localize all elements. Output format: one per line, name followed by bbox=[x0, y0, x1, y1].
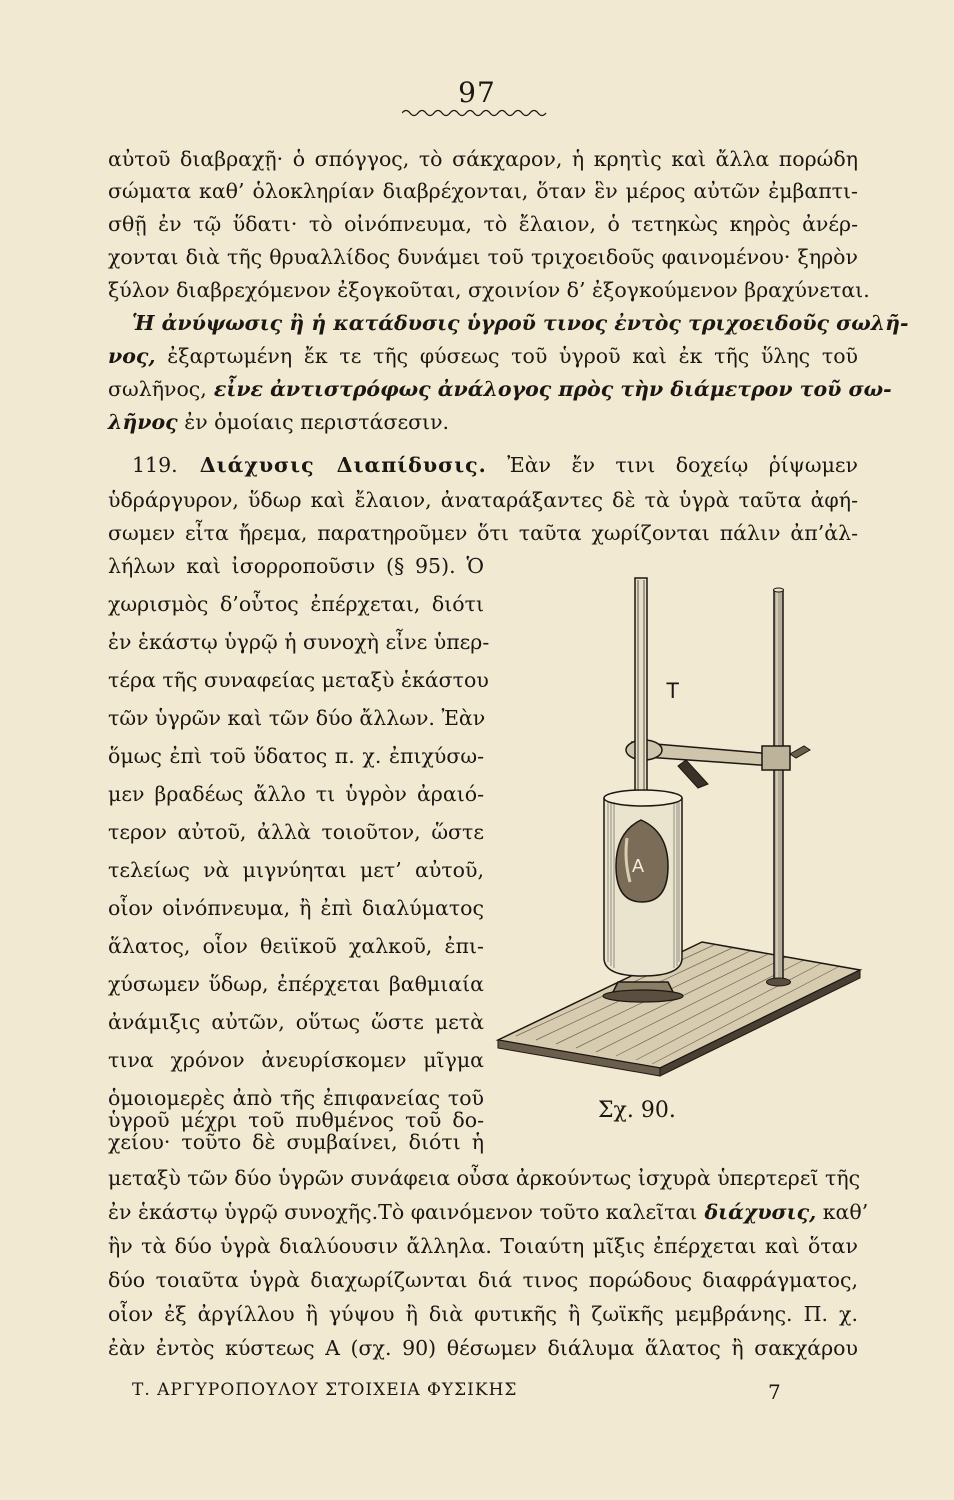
section-heading-line bbox=[108, 451, 858, 479]
text-line: τῶν ὑγρῶν καὶ τῶν δύο ἄλλων. Ἐὰν bbox=[108, 706, 486, 730]
wavy-rule-ornament bbox=[402, 108, 552, 118]
text-line: ξύλον διαβρεχόμενον ἐξογκοῦται, σχοινίον δ’ ἐξογκούμενον βραχύνεται. bbox=[108, 278, 870, 302]
text-fragment: ἐξαρτωμένη ἔκ τε τῆς φύσεως τοῦ ὑγροῦ καὶ ἐκ τῆς ὕλης τοῦ bbox=[155, 344, 858, 368]
text-line bbox=[108, 342, 858, 370]
stand-rod bbox=[767, 588, 791, 986]
text-line: αὐτοῦ διαβραχῇ· ὁ σπόγγος, τὸ σάκχαρον, ἡ κρητὶς καὶ ἄλλα πορώδη bbox=[108, 147, 858, 171]
text-line: ἀνάμιξις αὐτῶν, οὕτως ὥστε μετὰ bbox=[108, 1010, 484, 1034]
text-line: χονται διὰ τῆς θρυαλλίδος δυνάμει τοῦ τριχοειδοῦς φαινομένου· ξηρὸν bbox=[108, 245, 858, 269]
text-line: ἐν ἑκάστῳ ὑγρῷ ἡ συνοχὴ εἶνε ὑπερ- bbox=[108, 630, 490, 654]
bladder-label: A bbox=[632, 856, 645, 876]
text-line: τελείως νὰ μιγνύηται μετ’ αὐτοῦ, bbox=[108, 858, 484, 882]
text-line: δύο τοιαῦτα ὑγρὰ διαχωρίζωνται διά τινος πορώδους διαφράγματος, bbox=[108, 1268, 858, 1292]
bold-fragment: νος, bbox=[108, 344, 156, 368]
text-line bbox=[108, 375, 892, 403]
text-line: τερον αὐτοῦ, ἀλλὰ τοιοῦτον, ὥστε bbox=[108, 820, 484, 844]
text-fragment: Ἐὰν ἔν τινι δοχείῳ ῥίψωμεν bbox=[486, 453, 858, 477]
page-number: 97 bbox=[458, 76, 496, 109]
text-line: σωμεν εἶτα ἤρεμα, παρατηροῦμεν ὅτι ταῦτα χωρίζονται πάλιν ἀπ’ἀλ- bbox=[108, 521, 858, 545]
text-line: ὁμοιομερὲς ἀπὸ τῆς ἐπιφανείας τοῦ bbox=[108, 1086, 484, 1110]
text-fragment: ἐν ὁμοίαις περιστάσεσιν. bbox=[177, 410, 450, 434]
text-line: ἐὰν ἐντὸς κύστεως Α (σχ. 90) θέσωμεν διάλυμα ἅλατος ἢ σακχάρου bbox=[108, 1336, 858, 1360]
footer-author-title: Τ. ΑΡΓΥΡΟΠΟΥΛΟΥ ΣΤΟΙΧΕΙΑ ΦΥΣΙΚΗΣ bbox=[132, 1380, 518, 1400]
text-line: χείου· τοῦτο δὲ συμβαίνει, διότι ἡ bbox=[108, 1130, 484, 1154]
text-line: ὑγροῦ μέχρι τοῦ πυθμένος τοῦ δο- bbox=[108, 1108, 484, 1132]
text-fragment: σωλῆνος, bbox=[108, 377, 207, 401]
bold-fragment: λῆνος bbox=[108, 410, 178, 434]
text-line: χωρισμὸς δ’οὗτος ἐπέρχεται, διότι bbox=[108, 592, 484, 616]
text-line bbox=[108, 408, 858, 436]
text-fragment: ἐν ἑκάστῳ ὑγρῷ συνοχῆς.Τὸ φαινόμενον τοῦτο καλεῖται bbox=[108, 1200, 698, 1224]
text-line: μεν βραδέως ἄλλο τι ὑγρὸν ἀραιό- bbox=[108, 782, 484, 806]
text-line: σθῇ ἐν τῷ ὕδατι· τὸ οἰνόπνευμα, τὸ ἔλαιον, ὁ τετηκὼς κηρὸς ἀνέρ- bbox=[108, 212, 858, 236]
text-line-bold: Ἡ ἀνύψωσις ἢ ἡ κατάδυσις ὑγροῦ τινος ἐντὸς τριχοειδοῦς σωλῆ- bbox=[132, 311, 909, 335]
footer-signature-number: 7 bbox=[768, 1380, 782, 1404]
text-line: σώματα καθ’ ὁλοκληρίαν διαβρέχονται, ὅταν ἓν μέρος αὐτῶν ἐμβαπτι- bbox=[108, 179, 858, 203]
diffusion-apparatus-figure bbox=[492, 570, 872, 1080]
text-line: οἷον οἰνόπνευμα, ἢ ἐπὶ διαλύματος bbox=[108, 896, 484, 920]
bold-fragment: εἶνε ἀντιστρόφως ἀνάλογος πρὸς τὴν διάμετρον τοῦ σω- bbox=[206, 377, 892, 401]
text-fragment: καθ’ bbox=[816, 1200, 869, 1224]
text-line: λήλων καὶ ἰσορροποῦσιν (§ 95). Ὁ bbox=[108, 554, 484, 578]
text-line: οἷον ἐξ ἀργίλλου ἢ γύψου ἢ διὰ φυτικῆς ἢ ζωϊκῆς μεμβράνης. Π. χ. bbox=[108, 1302, 858, 1326]
text-line: τέρα τῆς συναφείας μεταξὺ ἑκάστου bbox=[108, 668, 489, 692]
figure-caption: Σχ. 90. bbox=[598, 1098, 676, 1123]
section-number: 119. bbox=[132, 453, 178, 477]
text-line: ὅμως ἐπὶ τοῦ ὕδατος π. χ. ἐπιχύσω- bbox=[108, 744, 484, 768]
text-line bbox=[108, 1198, 869, 1226]
text-line: ἅλατος, οἷον θειϊκοῦ χαλκοῦ, ἐπι- bbox=[108, 934, 484, 958]
text-line: ὑδράργυρον, ὕδωρ καὶ ἔλαιον, ἀναταράξαντες δὲ τὰ ὑγρὰ ταῦτα ἀφή- bbox=[108, 488, 858, 512]
text-line: μεταξὺ τῶν δύο ὑγρῶν συνάφεια οὖσα ἀρκούντως ἰσχυρὰ ὑπερτερεῖ τῆς bbox=[108, 1166, 861, 1190]
text-line: ἣν τὰ δύο ὑγρὰ διαλύουσιν ἄλληλα. Τοιαύτη μῖξις ἐπέρχεται καὶ ὅταν bbox=[108, 1234, 858, 1258]
tube-label: T bbox=[666, 678, 680, 703]
bold-fragment: διάχυσις, bbox=[697, 1200, 817, 1224]
text-line: χύσωμεν ὕδωρ, ἐπέρχεται βαθμιαία bbox=[108, 972, 484, 996]
section-title: Διάχυσις Διαπίδυσις. bbox=[177, 453, 487, 477]
text-line: τινα χρόνον ἀνευρίσκομεν μῖγμα bbox=[108, 1048, 484, 1072]
